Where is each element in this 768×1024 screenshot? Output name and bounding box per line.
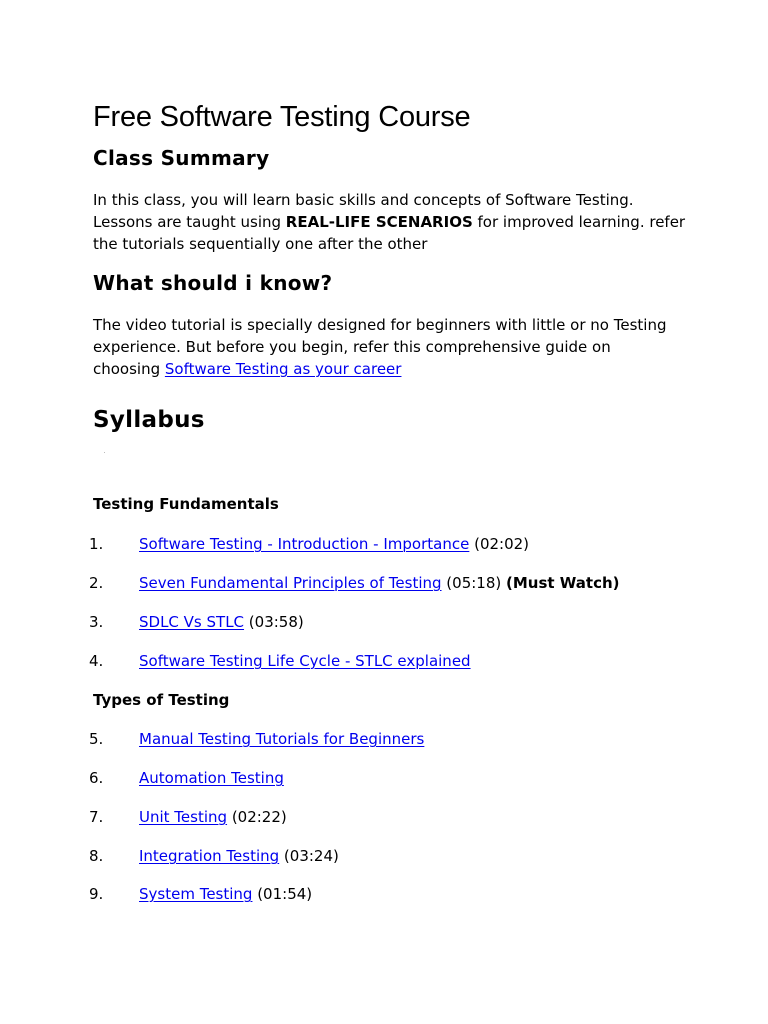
item-number: 5. — [89, 730, 104, 748]
class-summary-line-1: In this class, you will learn basic skills and concepts of Software Testing. — [93, 191, 634, 209]
item-number: 9. — [89, 885, 104, 903]
item-number: 8. — [89, 847, 104, 865]
page-title: Free Software Testing Course — [93, 101, 471, 133]
lesson-link[interactable]: Manual Testing Tutorials for Beginners — [139, 730, 425, 748]
syllabus-heading: Syllabus — [93, 407, 205, 433]
lesson-link[interactable]: Software Testing Life Cycle - STLC explained — [139, 652, 471, 670]
lesson-duration: (01:54) — [252, 885, 313, 903]
what-to-know-paragraph — [93, 314, 693, 380]
must-watch-note: (Must Watch) — [506, 574, 620, 592]
lesson-duration: (03:24) — [279, 847, 339, 865]
what-to-know-line-3-prefix: choosing — [93, 360, 165, 378]
lesson-link[interactable]: Automation Testing — [139, 769, 284, 787]
class-summary-paragraph — [93, 189, 693, 255]
lesson-link[interactable]: Seven Fundamental Principles of Testing — [139, 574, 442, 592]
item-number: 3. — [89, 613, 104, 631]
real-life-scenarios-emphasis: REAL-LIFE SCENARIOS — [285, 213, 473, 231]
item-number: 6. — [89, 769, 104, 787]
lesson-duration: (03:58) — [244, 613, 304, 631]
class-summary-line-3: the tutorials sequentially one after the other — [93, 235, 428, 253]
item-number: 2. — [89, 574, 104, 592]
separator-dot — [104, 452, 105, 453]
class-summary-heading: Class Summary — [93, 146, 270, 170]
class-summary-line-2-prefix: Lessons are taught using — [93, 213, 286, 231]
class-summary-line-2 — [93, 211, 693, 233]
lesson-link[interactable]: SDLC Vs STLC — [139, 613, 245, 631]
career-guide-link[interactable]: Software Testing as your career — [164, 360, 402, 378]
item-number: 7. — [89, 808, 104, 826]
lesson-duration: (02:22) — [227, 808, 287, 826]
item-number: 1. — [89, 535, 104, 553]
section-title-testing-fundamentals: Testing Fundamentals — [93, 495, 279, 513]
lesson-duration: (02:02) — [469, 535, 530, 553]
what-to-know-heading: What should i know? — [93, 271, 333, 295]
item-number: 4. — [89, 652, 104, 670]
lesson-link[interactable]: Integration Testing — [139, 847, 280, 865]
lesson-link[interactable]: Software Testing - Introduction - Importance — [139, 535, 470, 553]
what-to-know-line-2: experience. But before you begin, refer this comprehensive guide on — [93, 338, 611, 356]
class-summary-line-2-suffix: for improved learning. refer — [472, 213, 686, 231]
section-title-types-of-testing: Types of Testing — [93, 691, 230, 709]
what-to-know-line-1: The video tutorial is specially designed for beginners with little or no Testing — [93, 316, 667, 334]
lesson-link[interactable]: System Testing — [139, 885, 253, 903]
lesson-duration: (05:18) — [441, 574, 506, 592]
what-to-know-line-3 — [93, 358, 693, 380]
lesson-link[interactable]: Unit Testing — [139, 808, 228, 826]
